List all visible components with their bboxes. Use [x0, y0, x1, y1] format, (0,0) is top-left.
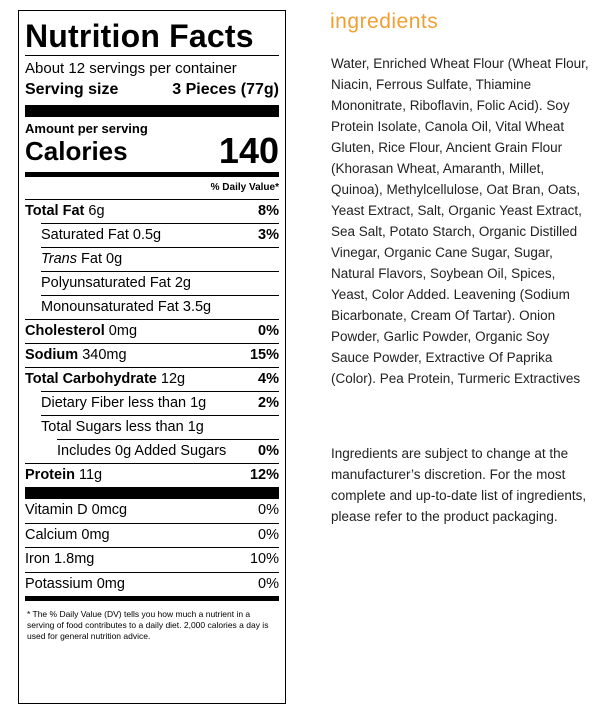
nutrient-row-saturated-fat: Saturated Fat 0.5g 3%: [41, 223, 279, 247]
vitamin-row-iron: Iron 1.8mg 10%: [25, 547, 279, 572]
vitamin-row-calcium: Calcium 0mg 0%: [25, 523, 279, 548]
nutrient-row-total-carbohydrate: Total Carbohydrate 12g 4%: [25, 367, 279, 391]
nutrient-row-total-fat: Total Fat 6g 8%: [25, 199, 279, 223]
daily-value-header: % Daily Value*: [210, 182, 279, 193]
nutrient-row-dietary-fiber: Dietary Fiber less than 1g 2%: [41, 391, 279, 415]
amount-per-serving: Amount per serving: [25, 121, 148, 136]
nutrient-row-trans-fat: Trans Fat 0g: [41, 247, 279, 271]
ingredients-heading: ingredients: [330, 10, 439, 33]
ingredients-list: Water, Enriched Wheat Flour (Wheat Flour, Niacin, Ferrous Sulfate, Thiamine Mononitrate, Riboflavin, Folic Acid). Soy Protein Isolate, Canola Oil, Vital Wheat Gluten, Rice Flour, Ancient Grain Flour (Khorasan Wheat, Amaranth, Millet, Quinoa), Methylcellulose, Oat Bran, Oats, Yeast Extract, Salt, Organic Yeast Extract, Sea Salt, Potato Starch, Organic Distilled Vinegar, Organic Cane Sugar, Sugar, Natural Flavors, Soybean Oil, Spices, Yeast, Color Added. Leavening (Sodium Bicarbonate, Cream Of Tartar). Onion Powder, Garlic Powder, Organic Soy Sauce Powder, Extractive Of Paprika (Color). Pea Protein, Turmeric Extractives: [331, 56, 589, 386]
nutrient-row-monounsaturated-fat: Monounsaturated Fat 3.5g: [41, 295, 279, 319]
vitamin-row-vitamin-d: Vitamin D 0mcg 0%: [25, 502, 279, 518]
nutrient-row-total-sugars: Total Sugars less than 1g: [41, 415, 279, 439]
label-title: Nutrition Facts: [25, 18, 254, 54]
daily-value-footnote: * The % Daily Value (DV) tells you how much a nutrient in a serving of food contributes to a daily diet. 2,000 calories a day is used for general nutrition advice.: [27, 609, 269, 641]
ingredients-disclaimer: Ingredients are subject to change at the manufacturer’s discretion. For the most complete and up-to-date list of ingredients, please refer to the product packaging.: [331, 446, 587, 524]
calories-row: [25, 130, 279, 171]
nutrient-row-sodium: Sodium 340mg 15%: [25, 343, 279, 367]
serving-size-label: Serving size: [25, 81, 119, 98]
nutrient-row-cholesterol: Cholesterol 0mg 0%: [25, 319, 279, 343]
calories-value: 140: [218, 130, 279, 171]
nutrient-row-added-sugars: Includes 0g Added Sugars 0%: [57, 439, 279, 463]
vitamins-section: [25, 499, 279, 596]
nutrition-facts-label: [18, 10, 286, 704]
nutrient-row-polyunsaturated-fat: Polyunsaturated Fat 2g: [41, 271, 279, 295]
nutrient-row-protein: Protein 11g 12%: [25, 463, 279, 487]
servings-per-container: About 12 servings per container: [25, 60, 237, 77]
calories-label: Calories: [25, 136, 128, 166]
vitamin-row-potassium: Potassium 0mg 0%: [25, 572, 279, 597]
serving-size-value: 3 Pieces (77g): [172, 81, 279, 98]
serving-size: [25, 79, 279, 101]
